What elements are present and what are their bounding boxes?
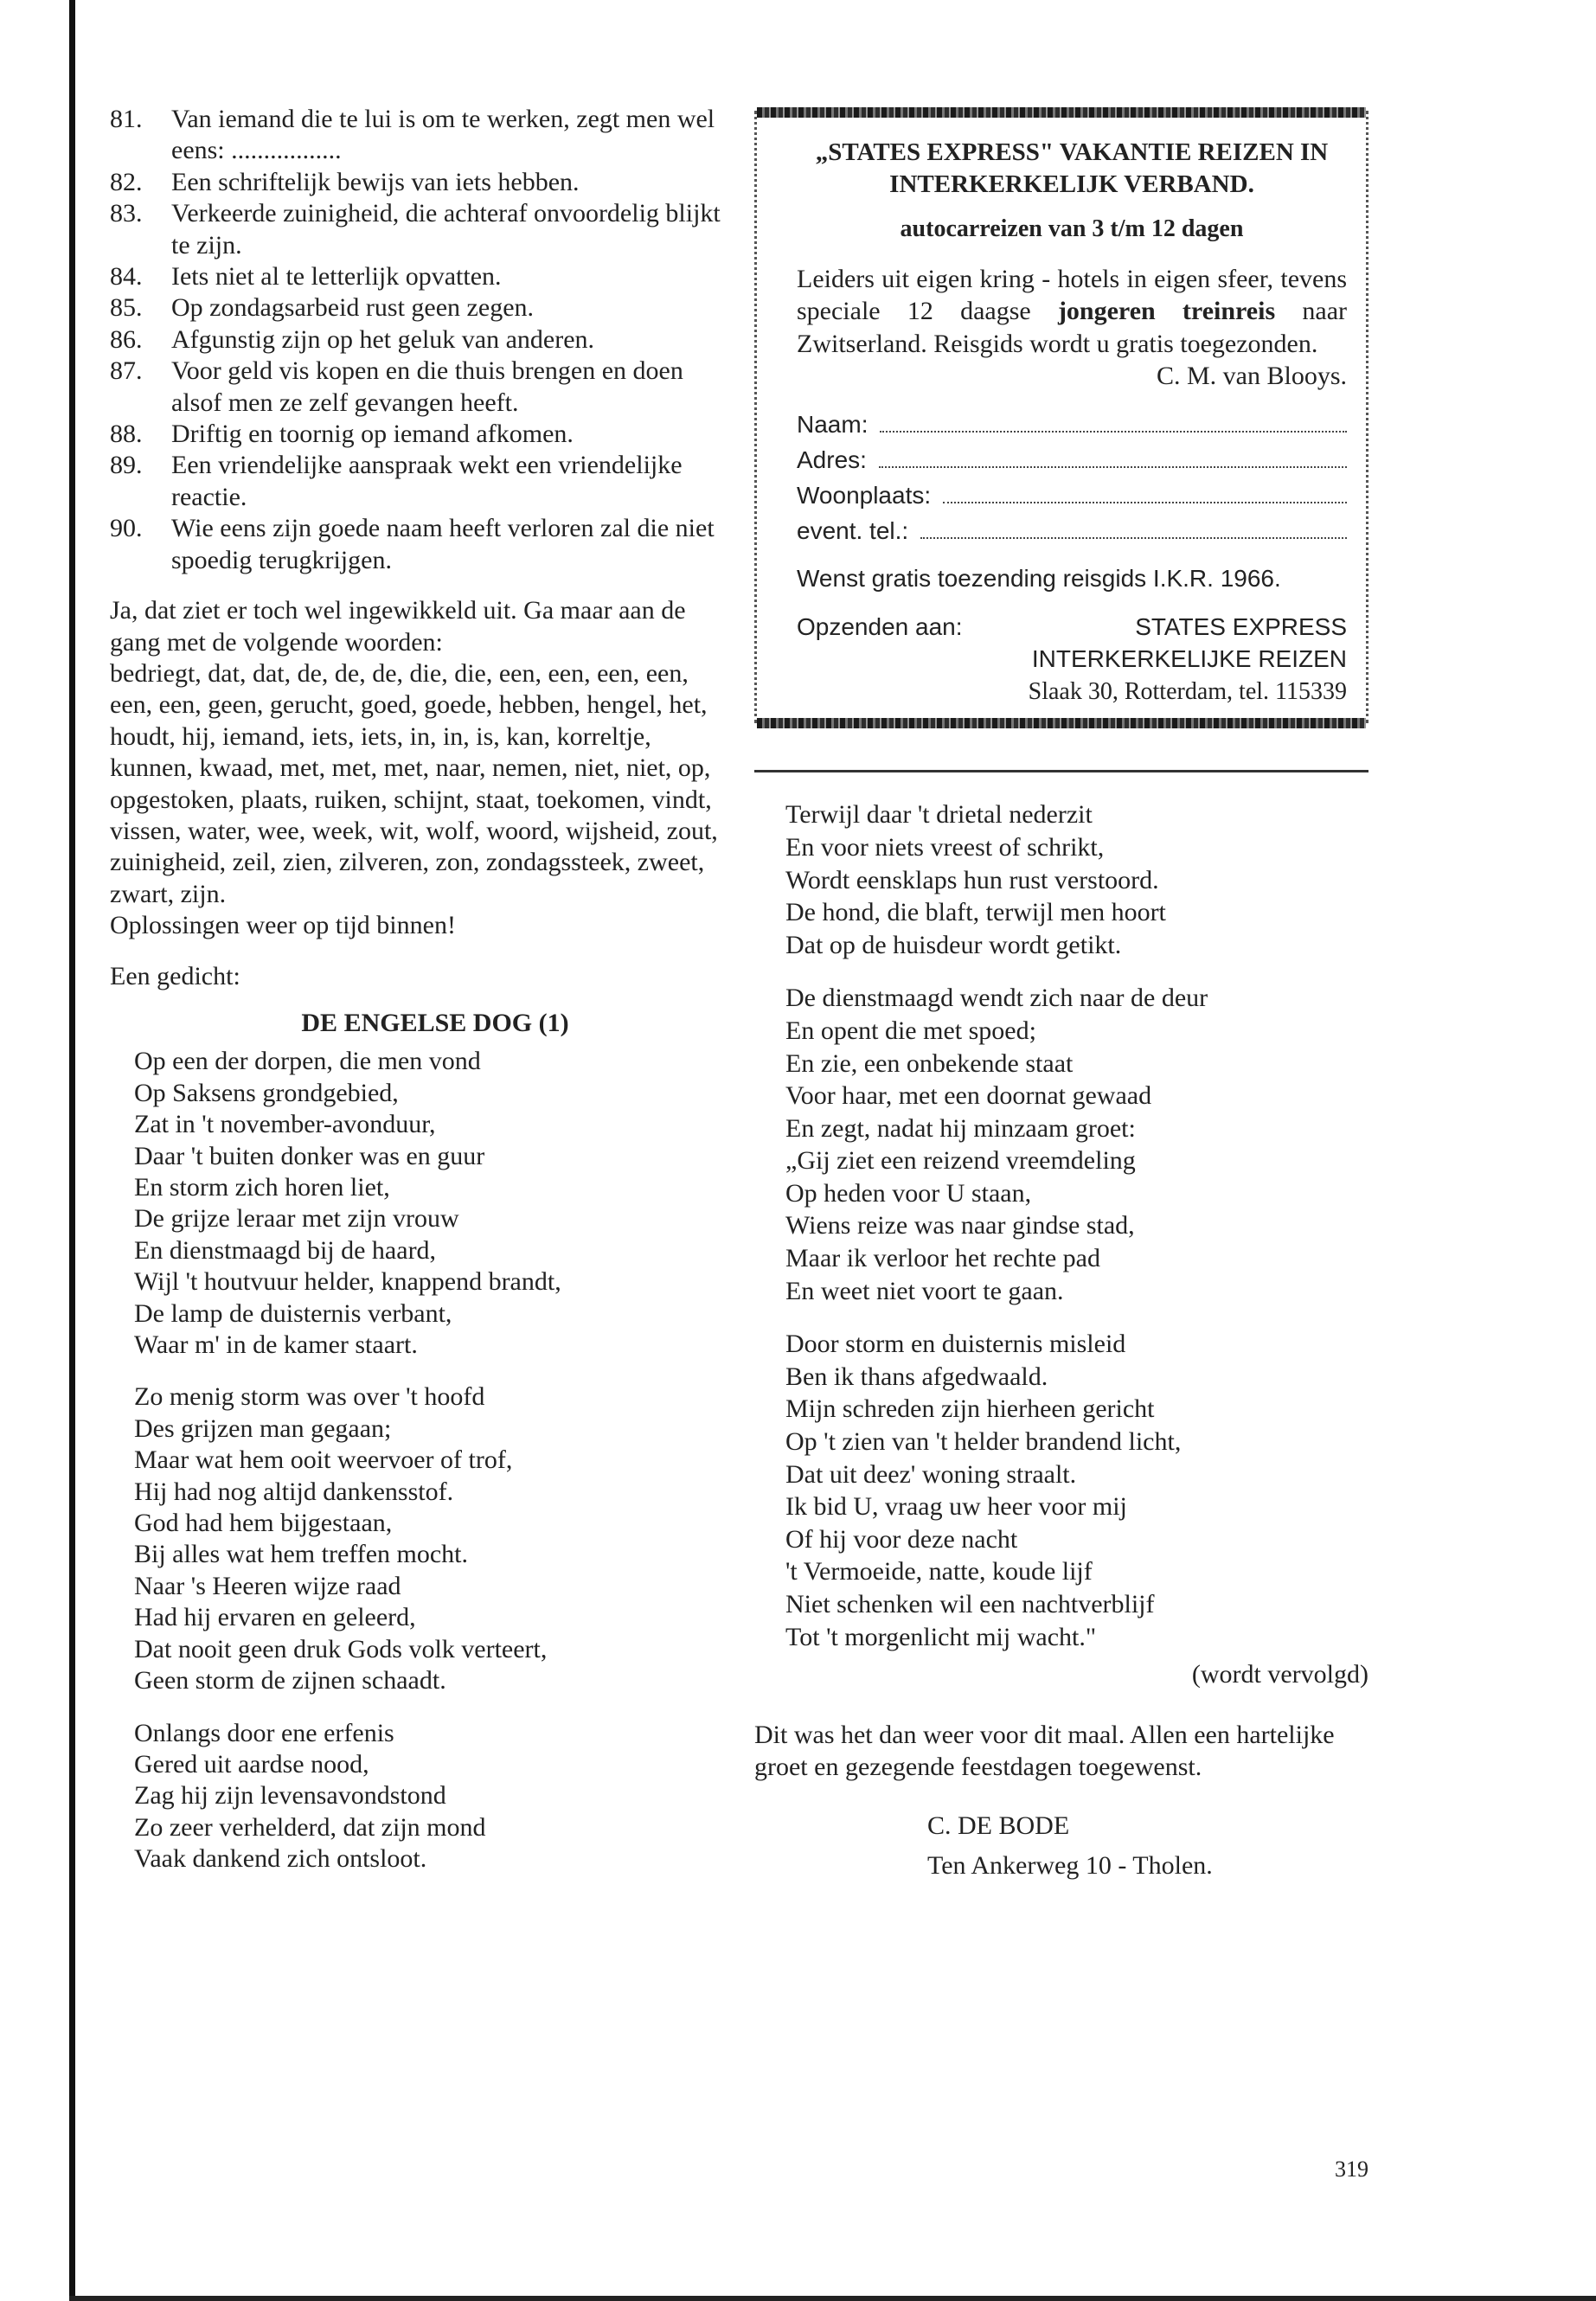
list-item: 87. Voor geld vis kopen en die thuis brengen en doen alsof men ze zelf gevangen heeft. <box>110 356 683 417</box>
list-item: 83. Verkeerde zuinigheid, die achteraf onvoordelig blijkt te zijn. <box>110 199 721 260</box>
poem-line: Hij had nog altijd dankensstof. <box>134 1477 454 1506</box>
poem-line: En zegt, nadat hij minzaam groet: <box>785 1113 1136 1143</box>
poem-line: Of hij voor deze nacht <box>785 1524 1018 1554</box>
poem-line: Zat in 't november-avonduur, <box>134 1110 436 1139</box>
poem-line: Geen storm de zijnen schaadt. <box>134 1666 446 1695</box>
ad-top-border <box>757 107 1366 118</box>
poem-line: Maar ik verloor het rechte pad <box>785 1244 1100 1273</box>
scan-bottom-border <box>69 2296 1596 2301</box>
author-address: Ten Ankerweg 10 - Tholen. <box>927 1850 1213 1880</box>
list-item: 84. Iets niet al te letterlijk opvatten. <box>110 262 502 292</box>
continued-note: (wordt vervolgd) <box>1191 1660 1368 1689</box>
poem-line: Onlangs door ene erfenis <box>134 1718 394 1747</box>
poem-line: Bij alles wat hem treffen mocht. <box>134 1540 469 1569</box>
poem-line: God had hem bijgestaan, <box>134 1509 393 1538</box>
poem-line: Op Saksens grondgebied, <box>134 1078 399 1107</box>
poem-line: De hond, die blaft, terwijl men hoort <box>785 898 1166 927</box>
author-name: C. DE BODE <box>927 1811 1070 1840</box>
intro-text: Ja, dat ziet er toch wel ingewikkeld uit. Ga maar aan de gang met de volgende woorden: <box>110 596 686 657</box>
poem-line: Wordt eensklaps hun rust verstoord. <box>785 865 1159 894</box>
question-list <box>110 104 726 576</box>
city-field[interactable]: Woonplaats: <box>797 478 1347 513</box>
word-list: bedriegt, dat, dat, de, de, de, die, die, een, een, een, een, een, een, geen, gerucht, goed, goede, hebben, hengel, het, houdt, hij, iemand, iets, iets, in, in, is, kan, korreltje, kunnen, kwaad, met, met, met, naar, nemen, niet, niet, op, opgestoken, plaats, ruiken, schijnt, staat, toekomen, vindt, vissen, water, wee, week, wit, wolf, woord, wijsheid, zout, zuinigheid, zeil, zien, zilveren, zon, zondagssteek, zweet, zwart, zijn. <box>110 658 718 908</box>
ad-request: Wenst gratis toezending reisgids I.K.R. 1966. <box>797 564 1281 592</box>
list-item: 86. Afgunstig zijn op het geluk van anderen. <box>110 324 595 354</box>
ad-headline: „STATES EXPRESS" VAKANTIE REIZEN IN INTERKERKELIJK VERBAND. <box>815 138 1329 198</box>
ad-send-address: STATES EXPRESS INTERKERKELIJKE REIZEN Slaak 30, Rotterdam, tel. 115339 <box>1028 612 1347 705</box>
poem-line: En voor niets vreest of schrikt, <box>785 832 1105 862</box>
poem-line: Ben ik thans afgedwaald. <box>785 1362 1048 1391</box>
poem-line: Daar 't buiten donker was en guur <box>134 1141 485 1170</box>
poem-right <box>754 798 1368 1653</box>
poem-line: En dienstmaagd bij de haard, <box>134 1235 437 1265</box>
poem-line: De dienstmaagd wendt zich naar de deur <box>785 984 1208 1013</box>
poem-line: De grijze leraar met zijn vrouw <box>134 1204 459 1234</box>
poem-line: Op een der dorpen, die men vond <box>134 1047 481 1076</box>
poem-line: Gered uit aardse nood, <box>134 1749 369 1779</box>
poem-line: Voor haar, met een doornat gewaad <box>785 1081 1152 1111</box>
poem-line: Maar wat hem ooit weervoer of trof, <box>134 1445 513 1475</box>
poem-line: Waar m' in de kamer staart. <box>134 1330 418 1360</box>
right-column <box>754 111 1368 1881</box>
signature-block <box>754 1810 1368 1881</box>
list-item: 89. Een vriendelijke aanspraak wekt een vriendelijke reactie. <box>110 451 683 511</box>
poem-line: En weet niet voort te gaan. <box>785 1276 1064 1305</box>
poem-line: Tot 't morgenlicht mij wacht." <box>785 1622 1097 1651</box>
ad-send-to: Opzenden aan: STATES EXPRESS INTERKERKELIJKE REIZEN Slaak 30, Rotterdam, tel. 115339 <box>797 611 1347 708</box>
left-column <box>110 104 726 1896</box>
stanza <box>785 1328 1368 1653</box>
list-item: 88. Driftig en toornig op iemand afkomen. <box>110 420 574 449</box>
poem-line: Des grijzen man gegaan; <box>134 1413 392 1443</box>
poem-line: En storm zich horen liet, <box>134 1173 390 1202</box>
list-item: 85. Op zondagsarbeid rust geen zegen. <box>110 293 535 323</box>
poem-line: En opent die met spoed; <box>785 1016 1036 1045</box>
name-field[interactable]: Naam: <box>797 407 1347 442</box>
poem-line: Dat nooit geen druk Gods volk verteert, <box>134 1634 548 1663</box>
poem-line: Zo menig storm was over 't hoofd <box>134 1382 485 1412</box>
poem-line: Op 't zien van 't helder brandend licht, <box>785 1427 1182 1457</box>
stanza <box>134 1381 726 1696</box>
ad-body-bold: jongeren treinreis <box>1057 297 1276 326</box>
phone-field[interactable]: event. tel.: <box>797 513 1347 548</box>
ad-bottom-border <box>757 718 1366 728</box>
advertisement-box <box>754 111 1368 723</box>
poem-line: Dat op de huisdeur wordt getikt. <box>785 930 1122 959</box>
poem-line: 't Vermoeide, natte, koude lijf <box>785 1557 1093 1586</box>
poem-line: Ik bid U, vraag uw heer voor mij <box>785 1492 1127 1522</box>
poem-line: Dat uit deez' woning straalt. <box>785 1459 1077 1489</box>
stanza <box>134 1046 726 1361</box>
poem-line: Zag hij zijn levensavondstond <box>134 1781 446 1811</box>
solutions-note: Oplossingen weer op tijd binnen! <box>110 911 456 940</box>
poem-line: De lamp de duisternis verbant, <box>134 1298 452 1328</box>
list-item: 81. Van iemand die te lui is om te werken, zegt men wel eens: ................. <box>110 105 715 165</box>
ad-body: Leiders uit eigen kring - hotels in eigen sfeer, tevens speciale 12 daagse jongeren treinreis naar Zwitserland. Reisgids wordt u gratis toegezonden. <box>797 264 1347 358</box>
list-item: 82. Een schriftelijk bewijs van iets hebben. <box>110 167 580 196</box>
stanza <box>785 798 1368 961</box>
ad-subline: autocarreizen van 3 t/m 12 dagen <box>900 215 1244 242</box>
poem-line: Niet schenken wil een nachtverblijf <box>785 1590 1155 1618</box>
poem-line: Had hij ervaren en geleerd, <box>134 1603 416 1632</box>
address-field[interactable]: Adres: <box>797 442 1347 478</box>
poem-intro: Een gedicht: <box>110 961 240 990</box>
stanza <box>134 1718 726 1875</box>
ad-signer: C. M. van Blooys. <box>1156 362 1347 391</box>
poem-line: Zo zeer verhelderd, dat zijn mond <box>134 1812 486 1842</box>
closing-text: Dit was het dan weer voor dit maal. Allen een hartelijke groet en gezegende feestdagen toegewenst. <box>754 1720 1335 1782</box>
page-number: 319 <box>1335 2157 1368 2182</box>
stanza <box>785 982 1368 1307</box>
poem-line: Wiens reize was naar gindse stad, <box>785 1211 1135 1240</box>
scan-left-border <box>69 0 75 2301</box>
poem-line: Naar 's Heeren wijze raad <box>134 1571 401 1600</box>
poem-line: Door storm en duisternis misleid <box>785 1330 1126 1359</box>
divider <box>754 770 1368 772</box>
list-item: 90. Wie eens zijn goede naam heeft verloren zal die niet spoedig terugkrijgen. <box>110 514 715 574</box>
poem-line: Vaak dankend zich ontsloot. <box>134 1844 427 1874</box>
poem-left <box>110 1046 726 1875</box>
poem-line: Op heden voor U staan, <box>785 1178 1032 1208</box>
poem-line: Wijl 't houtvuur helder, knappend brandt, <box>134 1267 561 1297</box>
poem-title: DE ENGELSE DOG (1) <box>301 1008 569 1037</box>
poem-line: Mijn schreden zijn hierheen gericht <box>785 1394 1155 1424</box>
poem-line: „Gij ziet een reizend vreemdeling <box>785 1146 1136 1176</box>
poem-line: Terwijl daar 't drietal nederzit <box>785 800 1093 830</box>
poem-line: En zie, een onbekende staat <box>785 1048 1074 1078</box>
